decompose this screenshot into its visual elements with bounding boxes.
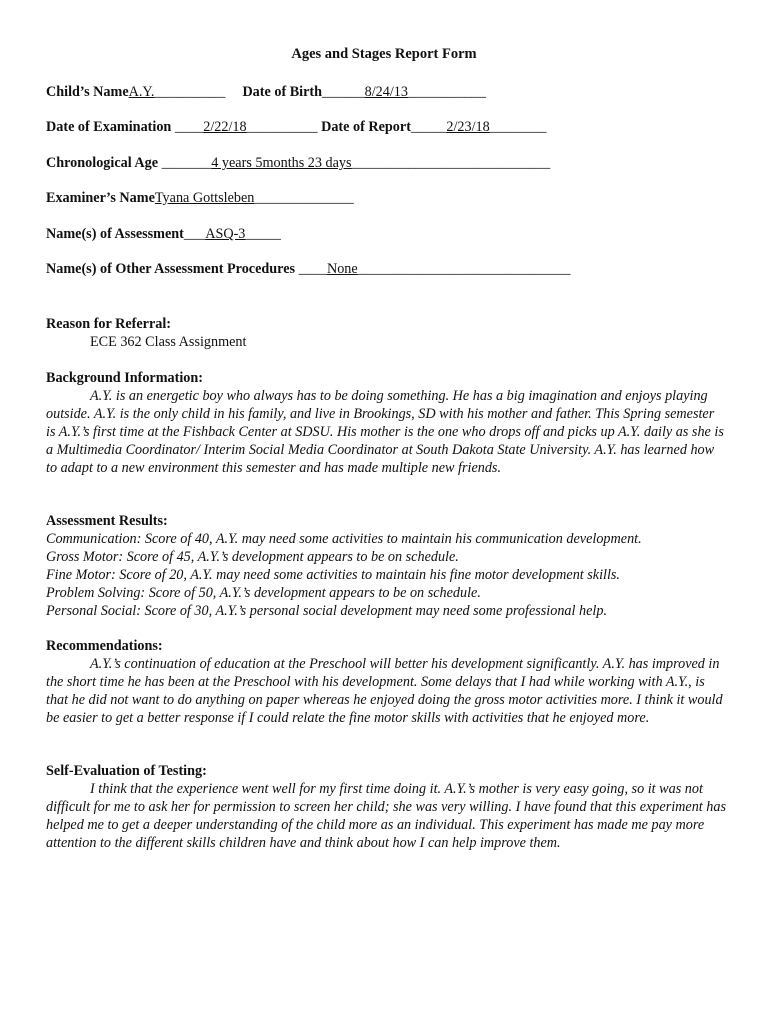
report-date-value: 2/23/18: [446, 119, 490, 135]
dob-label: Date of Birth: [242, 84, 323, 100]
page-title: Ages and Stages Report Form: [291, 46, 477, 62]
field-row-dates: [46, 119, 547, 136]
self-eval-section: [46, 762, 726, 852]
examiner-label: Examiner’s Name: [46, 190, 155, 206]
other-procedures-pre: ____: [295, 261, 327, 277]
dob-value: 8/24/13: [364, 84, 408, 100]
result-fine-motor: Fine Motor: Score of 20, A.Y. may need some activities to maintain his fine motor development skills.: [46, 567, 620, 583]
result-personal-social: Personal Social: Score of 30, A.Y.’s personal social development may need some professional help.: [46, 603, 607, 619]
assessment-post: _____: [245, 226, 281, 242]
exam-date-label: Date of Examination: [46, 119, 172, 135]
referral-text: ECE 362 Class Assignment: [90, 334, 247, 350]
child-name-value: A.Y.: [128, 84, 155, 100]
examiner-post: ______________: [254, 190, 354, 206]
self-eval-heading: Self-Evaluation of Testing:: [46, 763, 207, 779]
referral-section: [46, 315, 726, 351]
dob-post: ___________: [407, 84, 486, 100]
chrono-age-post: ____________________________: [351, 155, 551, 171]
self-eval-text: I think that the experience went well for my first time doing it. A.Y.’s mother is very easy going, so it was not difficult for me to ask her for permission to screen her child; she was very willing. I have found that this experiment has helped me to get a deeper understanding of the child more as an individual. This experiment has made me pay more attention to the different skills children have and think about how I can help improve them.: [46, 781, 726, 851]
report-date-post: ________: [489, 119, 547, 135]
result-gross-motor: Gross Motor: Score of 45, A.Y.’s development appears to be on schedule.: [46, 549, 459, 565]
assessment-pre: ___: [183, 226, 206, 242]
field-row-age: [46, 155, 550, 172]
other-procedures-post: ______________________________: [357, 261, 571, 277]
child-name-label: Child’s Name: [46, 84, 129, 100]
recommendations-text: A.Y.’s continuation of education at the Preschool will better his development significantly. A.Y. has improved in the short time he has been at the Preschool with his development. Some delays that I had while working with A.Y., is that he did not want to do anything on paper whereas he enjoyed doing the gross motor activities more. I think it would be easier to get a better response if I could relate the fine motor skills with activities that he enjoyed more.: [46, 656, 723, 726]
chrono-age-value: 4 years 5months 23 days: [211, 155, 352, 171]
assessment-value: ASQ-3: [205, 226, 246, 242]
recommendations-section: [46, 637, 726, 727]
recommendations-heading: Recommendations:: [46, 638, 163, 654]
field-row-name-dob: [46, 84, 486, 101]
exam-date-value: 2/22/18: [203, 119, 247, 135]
result-communication: Communication: Score of 40, A.Y. may need some activities to maintain his communication development.: [46, 531, 642, 547]
results-heading: Assessment Results:: [46, 513, 168, 529]
background-section: [46, 369, 726, 477]
result-problem-solving: Problem Solving: Score of 50, A.Y.’s development appears to be on schedule.: [46, 585, 481, 601]
dob-pre: ______: [322, 84, 365, 100]
other-procedures-label: Name(s) of Other Assessment Procedures: [46, 261, 296, 277]
exam-date-post: __________: [246, 119, 318, 135]
chrono-age-label: Chronological Age: [46, 155, 159, 171]
results-section: [46, 512, 726, 620]
report-date-pre: _____: [410, 119, 447, 135]
background-heading: Background Information:: [46, 370, 204, 386]
report-date-label: Date of Report: [321, 119, 411, 135]
field-row-assessment: [46, 226, 281, 243]
background-text: A.Y. is an energetic boy who always has to be doing something. He has a big imagination and enjoys playing outside. A.Y. is the only child in his family, and live in Brookings, SD with his mother and father. This Spring semester is A.Y.’s first time at the Fishback Center at SDSU. His mother is the one who drops off and picks up A.Y. daily as she is a Multimedia Coordinator/ Interim Social Media Coordinator at South Dakota State University. A.Y. has learned how to adapt to a new environment this semester and has made multiple new friends.: [46, 388, 724, 476]
other-procedures-value: None: [326, 261, 358, 277]
exam-date-pre: ____: [171, 119, 204, 135]
field-row-examiner: [46, 190, 354, 207]
field-row-other-procedures: [46, 261, 571, 278]
chrono-age-pre: _______: [158, 155, 212, 171]
referral-heading: Reason for Referral:: [46, 316, 172, 332]
child-name-post: __________: [154, 84, 226, 100]
examiner-value: Tyana Gottsleben: [154, 190, 255, 206]
assessment-label: Name(s) of Assessment: [46, 226, 184, 242]
